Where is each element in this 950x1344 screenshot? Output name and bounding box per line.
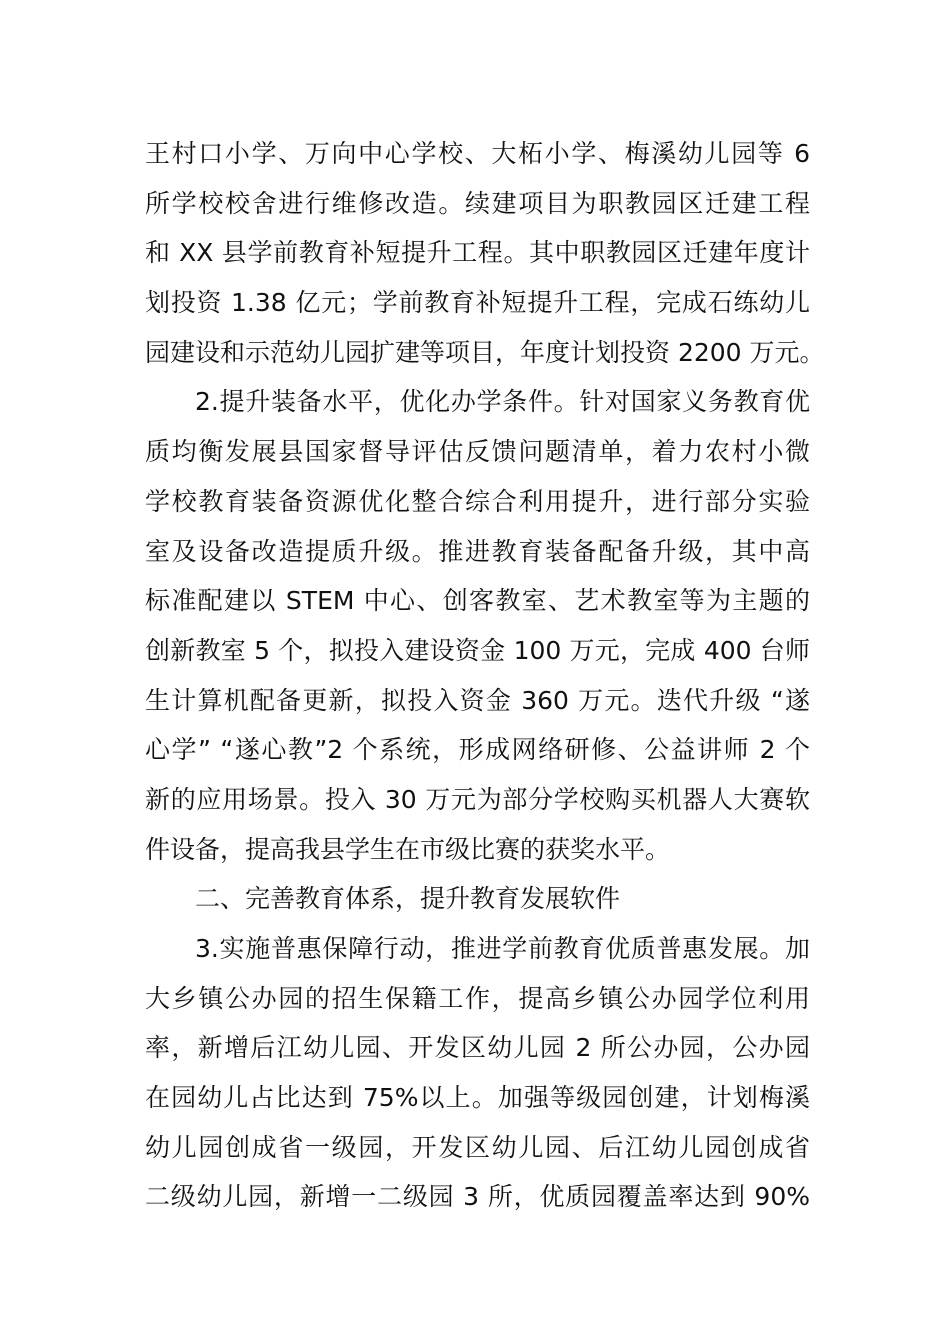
text-line: 创新教室 5 个，拟投入建设资金 100 万元，完成 400 台师	[145, 635, 810, 665]
text-line: 二级幼儿园，新增一二级园 3 所，优质园覆盖率达到 90%	[145, 1182, 810, 1212]
text-line: 二、完善教育体系，提升教育发展软件	[195, 884, 621, 914]
text-line: 心学” “遂心教”2 个系统，形成网络研修、公益讲师 2 个	[145, 735, 810, 765]
text-line: 和 XX 县学前教育补短提升工程。其中职教园区迁建年度计	[145, 238, 810, 268]
document-body	[145, 129, 825, 1222]
text-line: 新的应用场景。投入 30 万元为部分学校购买机器人大赛软	[145, 784, 810, 814]
text-line: 2.提升装备水平，优化办学条件。针对国家义务教育优	[195, 387, 810, 417]
text-line: 件设备，提高我县学生在市级比赛的获奖水平。	[145, 834, 671, 864]
text-line: 生计算机配备更新，拟投入资金 360 万元。迭代升级 “遂	[145, 685, 810, 715]
text-line: 学校教育装备资源优化整合综合利用提升，进行部分实验	[145, 486, 810, 516]
text-line: 室及设备改造提质升级。推进教育装备配备升级，其中高	[145, 536, 810, 566]
text-line: 所学校校舍进行维修改造。续建项目为职教园区迁建工程	[145, 188, 810, 218]
text-line: 划投资 1.38 亿元；学前教育补短提升工程，完成石练幼儿	[145, 288, 810, 318]
text-line: 幼儿园创成省一级园，开发区幼儿园、后江幼儿园创成省	[145, 1132, 810, 1162]
text-line: 标准配建以 STEM 中心、创客教室、艺术教室等为主题的	[145, 586, 810, 616]
text-line: 3.实施普惠保障行动，推进学前教育优质普惠发展。加	[195, 934, 810, 963]
text-line: 率，新增后江幼儿园、开发区幼儿园 2 所公办园，公办园	[145, 1033, 810, 1063]
text-line: 在园幼儿占比达到 75%以上。加强等级园创建，计划梅溪	[145, 1083, 810, 1113]
text-line: 质均衡发展县国家督导评估反馈问题清单，着力农村小微	[145, 437, 810, 467]
text-line: 大乡镇公办园的招生保籍工作，提高乡镇公办园学位利用	[145, 983, 810, 1013]
text-line: 园建设和示范幼儿园扩建等项目，年度计划投资 2200 万元。	[145, 337, 825, 367]
text-line: 王村口小学、万向中心学校、大柘小学、梅溪幼儿园等 6	[145, 139, 810, 168]
